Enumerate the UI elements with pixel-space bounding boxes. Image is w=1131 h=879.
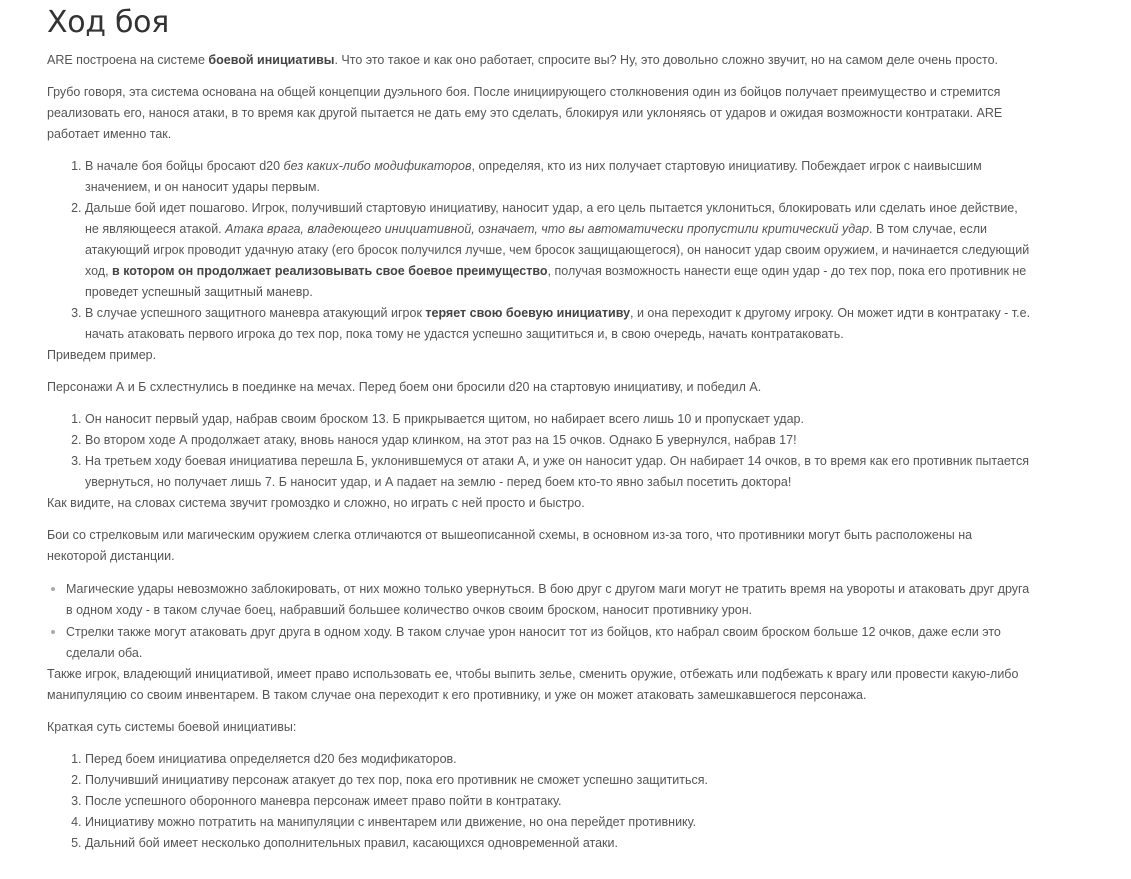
summary-item: 5. Дальний бой имеет несколько дополнительных правил, касающихся одновременной атаки. <box>85 833 1031 854</box>
intro-text: ARE построена на системе <box>47 53 209 67</box>
intro-paragraph-1 <box>47 50 1031 71</box>
example-lead: Приведем пример. <box>47 348 157 362</box>
summary-lead: Краткая суть системы боевой инициативы: <box>47 720 297 734</box>
rule-italic: Атака врага, владеющего инициативной, означает, что вы автоматически пропустили критический удар <box>225 222 870 236</box>
example-steps-list <box>47 409 1031 493</box>
summary-item: 1. Перед боем инициатива определяется d20 без модификаторов. <box>85 749 1031 770</box>
rules-list-item <box>85 156 1031 198</box>
ranged-intro: Бои со стрелковым или магическим оружием слегка отличаются от вышеописанной схемы, в основном из-за того, что противники могут быть расположены на некоторой дистанции. <box>47 528 973 563</box>
rule-bold: теряет свою боевую инициативу <box>425 306 631 320</box>
ranged-outro: Также игрок, владеющий инициативой, имеет право использовать ее, чтобы выпить зелье, сменить оружие, отбежать или подбежать к врагу или провести какую-либо манипуляцию со своим инвентарем. В таком случае она переходит к его противнику, и уже он может атаковать замешкавшегося персонажа. <box>47 667 1019 702</box>
example-setup: Персонажи А и Б схлестнулись в поединке на мечах. Перед боем они бросили d20 на стартовую инициативу, и победил А. <box>47 380 762 394</box>
example-outro: Как видите, на словах система звучит громоздко и сложно, но играть с ней просто и быстро. <box>47 496 585 510</box>
rules-list <box>47 156 1031 345</box>
rule-italic: без каких-либо модификаторов <box>283 159 472 173</box>
summary-list <box>47 749 1031 854</box>
ranged-bullet: • Магические удары невозможно заблокировать, от них можно только увернуться. В бою друг с другом маги могут не тратить время на увороты и атаковать друг друга в одном ходу - в таком случае боец, набравший большее количество очков своим броском, наносит противнику урон. <box>66 578 1031 621</box>
intro-paragraph-2: Грубо говоря, эта система основана на общей концепции дуэльного боя. После инициирующего столкновения один из бойцов получает преимущество и стремится реализовать его, нанося атаки, в то время как другой пытается не дать ему это сделать, блокируя или уклоняясь от ударов и ожидая возможности контратаки. ARE работает именно так. <box>47 85 1003 141</box>
rule-text: , получая возможность нанести еще один удар - до тех пор, пока его противник не проведет успешный защитный маневр. <box>85 264 1027 299</box>
ranged-bullet: • Стрелки также могут атаковать друг друга в одном ходу. В таком случае урон наносит тот из бойцов, кто набрал своим броском больше 12 очков, даже если это сделали оба. <box>66 621 1031 664</box>
summary-item: 2. Получивший инициативу персонаж атакует до тех пор, пока его противник не сможет успешно защититься. <box>85 770 1031 791</box>
rule-bold: в котором он продолжает реализовывать свое боевое преимущество <box>112 264 548 278</box>
rule-text: В начале боя бойцы бросают d20 <box>85 159 284 173</box>
ranged-bullet-list <box>47 578 1031 664</box>
rule-text: , определяя, кто из них получает стартовую инициативу. Побеждает игрок с наивысшим значением, и он наносит удары первым. <box>85 159 982 194</box>
example-step: 2. Во втором ходе А продолжает атаку, вновь нанося удар клинком, на этот раз на 15 очков. Однако Б увернулся, набрав 17! <box>85 430 1031 451</box>
intro-bold-term: боевой инициативы <box>208 53 335 67</box>
rule-text: В случае успешного защитного маневра атакующий игрок <box>85 306 426 320</box>
rules-list-item <box>85 198 1031 303</box>
rule-text: , и она переходит к другому игроку. Он может идти в контратаку - т.е. начать атаковать первого игрока до тех пор, пока тому не удастся успешно защититься и, в свою очередь, начать контратаковать. <box>85 306 1031 341</box>
page-title: Ход боя <box>47 5 169 40</box>
intro-text-continued: . Что это такое и как оно работает, спросите вы? Ну, это довольно сложно звучит, но на самом деле очень просто. <box>334 53 998 67</box>
example-step: 1. Он наносит первый удар, набрав своим броском 13. Б прикрывается щитом, но набирает всего лишь 10 и пропускает удар. <box>85 409 1031 430</box>
rule-text: Дальше бой идет пошагово. Игрок, получивший стартовую инициативу, наносит удар, а его цель пытается уклониться, блокировать или сделать иное действие, не являющееся атакой. <box>85 201 1018 236</box>
rules-list-item <box>85 303 1031 345</box>
rule-text: . В том случае, если атакующий игрок проводит удачную атаку (его бросок получился лучше, чем бросок защищающегося), он наносит удар своим оружием, и начинается следующий ход, <box>85 222 1030 278</box>
example-step: 3. На третьем ходу боевая инициатива перешла Б, уклонившемуся от атаки А, и уже он наносит удар. Он набирает 14 очков, в то время как его противник пытается увернуться, но получает лишь 7. Б наносит удар, и А падает на землю - перед боем кто-то явно забыл посетить доктора! <box>85 451 1031 493</box>
summary-item: 4. Инициативу можно потратить на манипуляции с инвентарем или движение, но она перейдет противнику. <box>85 812 1031 833</box>
summary-item: 3. После успешного оборонного маневра персонаж имеет право пойти в контратаку. <box>85 791 1031 812</box>
